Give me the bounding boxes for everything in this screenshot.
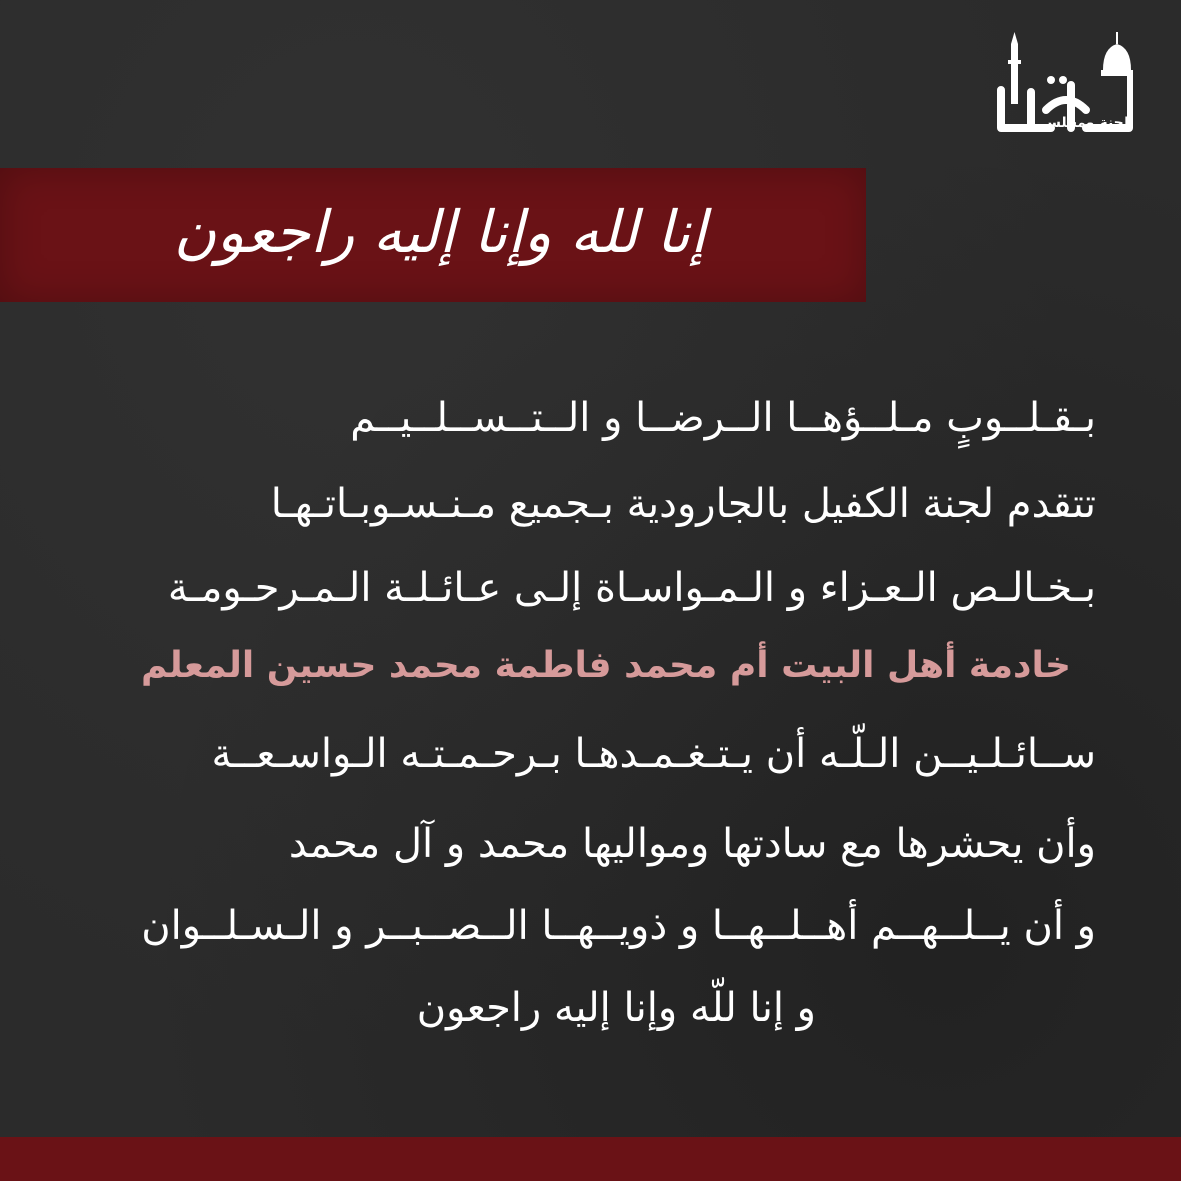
message-line-1: بـقـلــوبٍ مـلــؤهــا الــرضــا و الــتــســلــيــم (350, 395, 1096, 441)
message-line-3: بـخـالـص الـعـزاء و الـمـواسـاة إلـى عـائـلـة الـمـرحـومـة (167, 565, 1096, 611)
deceased-name: خادمة أهل البيت أم محمد فاطمة محمد حسين المعلم (140, 645, 1071, 686)
message-line-5: ســائـلـيــن الـلّـه أن يـتـغـمـدهـا بـرحـمـتـه الـواسـعــة (211, 731, 1096, 777)
message-line-7: و أن يــلــهــم أهــلــهــا و ذويــهــا الــصــبــر و الـسـلــوان (141, 903, 1096, 949)
closing-line: و إنا للّه وإنا إليه راجعون (416, 985, 816, 1031)
message-line-2: تتقدم لجنة الكفيل بالجارودية بـجميع مـنـسـوبـاتـهـا (270, 481, 1096, 527)
message-line-6: وأن يحشرها مع سادتها ومواليها محمد و آل محمد (288, 821, 1096, 867)
footer-bar (0, 1137, 1181, 1181)
banner-calligraphy: إنا لله وإنا إليه راجعون (173, 198, 707, 266)
logo-subtitle: لجنة ومجلس (1041, 115, 1129, 131)
